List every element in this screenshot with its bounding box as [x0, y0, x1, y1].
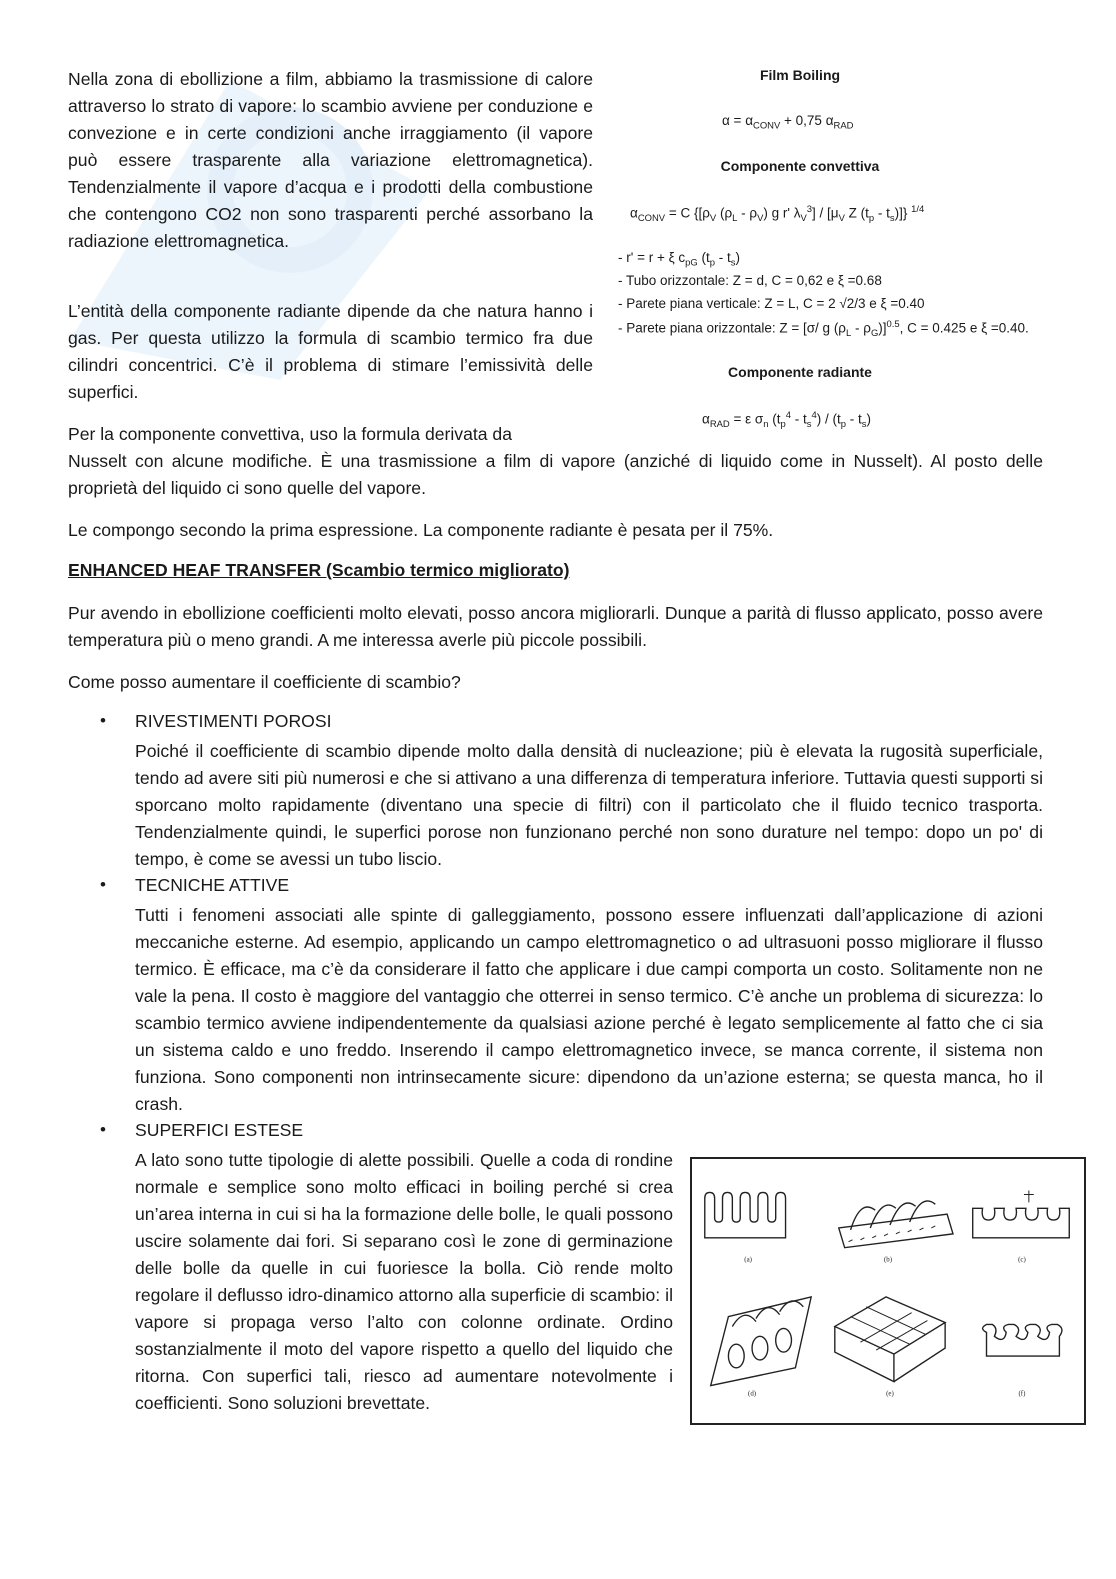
fin-label-e: (e) — [886, 1390, 894, 1398]
fin-c-drawing — [973, 1208, 1070, 1238]
convective-paragraph-start: Per la componente convettiva, uso la formula derivata da — [68, 424, 513, 444]
fin-f-drawing — [983, 1324, 1062, 1356]
convective-component-title: Componente convettiva — [720, 158, 880, 174]
bullet-title-extended: SUPERFICI ESTESE — [135, 1120, 304, 1140]
fin-label-c: (c) — [1018, 1256, 1026, 1264]
convective-formula: $\alpha_{CONV} = C$ {[$\rho_V$ $(\rho_L - \rho_V)$ g r' $\lambda_V^3] / [\mu_V$ Z $(t_p - t_s)$]} $^{1/4}$ — [630, 204, 925, 225]
fin-label-a: (a) — [744, 1256, 752, 1264]
bullet-title-porous: RIVESTIMENTI POROSI — [135, 711, 332, 731]
question-paragraph: Come posso aumentare il coefficiente di scambio? — [68, 672, 461, 692]
radiant-formula: $\alpha_{RAD} = \varepsilon$ $\sigma_n$ $(t_p^4 - t_s^4) / (t_p - t_s)$ — [702, 410, 871, 431]
latent-heat-note: - r' = r + ξ $c_{pG}$ $(t_p - t_s)$ — [618, 250, 740, 269]
total-coefficient-formula: $\alpha = \alpha_{CONV} + 0,75$ $\alpha_{RAD}$ — [722, 113, 854, 132]
enhanced-intro-paragraph: Pur avendo in ebollizione coefficienti molto elevati, posso ancora migliorarli. Dunque a parità di flusso applicato, posso avere temperatura più o meno grandi. A me interessa averle più piccole possibili. — [68, 603, 1043, 650]
vertical-wall-note: - Parete piana verticale: Z = L, C = 2 √2/3 e ξ =0.40 — [618, 296, 925, 311]
film-boiling-title: Film Boiling — [759, 67, 841, 83]
bullet-marker: • — [100, 875, 106, 894]
bullet-marker: • — [100, 711, 106, 730]
radiant-paragraph: L’entità della componente radiante dipende da che natura hanno i gas. Per questa utilizzo la formula di scambio termico fra due cilindri concentrici. C’è il problema di stimare l’emissività delle superfici. — [68, 301, 593, 402]
fin-label-d: (d) — [748, 1390, 757, 1398]
intro-paragraph: Nella zona di ebollizione a film, abbiamo la trasmissione di calore attraverso lo strato di vapore: lo scambio avviene per conduzione e convezione e in certe condizioni anche irraggiamento (il vapore può essere trasparente alla variazione elettromagnetica). Tendenzialmente il vapore d’acqua e i prodotti della combustione che contengono CO2 non sono trasparenti perché assorbano la radiazione elettromagnetica. — [68, 69, 593, 251]
composition-paragraph: Le compongo secondo la prima espressione. La componente radiante è pesata per il 75%. — [68, 520, 774, 540]
radiant-component-title: Componente radiante — [728, 364, 872, 380]
bullet-text-active: Tutti i fenomeni associati alle spinte di galleggiamento, possono essere influenzati dall’applicazione di azioni meccaniche esterne. Ad esempio, applicando un campo elettromagnetico o ad ultrasuoni posso migliorare il flusso termico. È efficace, ma c’è da considerare il fatto che applicare i due campi comporta un costo. Solitamente non ne vale la pena. Il costo è maggiore del vantaggio che otterrei in senso termico. C’è anche un problema di sicurezza: lo scambio termico avviene indipendentemente da qualsiasi azione perché è legato semplicemente al fatto che ci sia un sistema caldo e uno freddo. Inserendo il campo elettromagnetico invece, se manca corrente, il sistema non funziona. Sono componenti non intrinsecamente sicure: dipendono da un’azione esterna; se questa manca, ho il crash. — [135, 905, 1043, 1114]
fin-e-drawing — [835, 1297, 945, 1382]
fin-drawings — [692, 1159, 1084, 1423]
convective-paragraph: Nusselt con alcune modifiche. È una trasmissione a film di vapore (anziché di liquido come in Nusselt). Al posto delle proprietà del liquido ci sono quelle del vapore. — [68, 451, 1043, 498]
bullet-marker: • — [100, 1120, 106, 1139]
fin-b-drawing — [839, 1214, 953, 1247]
tube-note: - Tubo orizzontale: Z = d, C = 0,62 e ξ =0.68 — [618, 273, 882, 288]
fin-label-b: (b) — [883, 1256, 893, 1264]
section-heading: ENHANCED HEAF TRANSFER (Scambio termico migliorato) — [68, 560, 570, 580]
fin-types-figure — [690, 1157, 1086, 1425]
fin-label-f: (f) — [1018, 1390, 1026, 1398]
fin-d-drawing — [711, 1297, 811, 1386]
horizontal-wall-note: - Parete piana orizzontale: Z = [σ/ g $(\rho_L - \rho_G)]^{0.5}$, C = 0.425 e ξ =0.40. — [618, 319, 1029, 340]
bullet-title-active: TECNICHE ATTIVE — [135, 875, 290, 895]
fin-a-drawing — [705, 1192, 786, 1237]
bullet-text-porous: Poiché il coefficiente di scambio dipende molto dalla densità di nucleazione; più è elevata la rugosità superficiale, tendo ad avere siti più numerosi e che si attivano a una differenza di temperatura inferiore. Tuttavia questi supporti si sporcano molto rapidamente (diventano una specie di filtri) con il particolato che il fluido tecnico trasporta. Tendenzialmente quindi, le superfici porose non funzionano perché non sono durature nel tempo: dopo un po' di tempo, è come se avessi un tubo liscio. — [135, 741, 1043, 869]
bullet-text-extended: A lato sono tutte tipologie di alette possibili. Quelle a coda di rondine normale e semplice sono molto efficaci in boiling perché si crea un’area interna in cui si ha la formazione delle bolle, le quali possono uscire solamente dai fori. Si separano così le zone di germinazione delle bolle da quelle in cui fuoriesce la bolla. Ciò rende molto regolare il deflusso idro-dinamico attorno alla superficie di scambio: il vapore si propaga verso l’alto con colonne ordinate. Ordino sostanzialmente il moto del vapore rispetto a quello del liquido che ritorna. Con superfici tali, riesco ad aumentare notevolmente i coefficienti. Sono soluzioni brevettate. — [135, 1150, 673, 1413]
